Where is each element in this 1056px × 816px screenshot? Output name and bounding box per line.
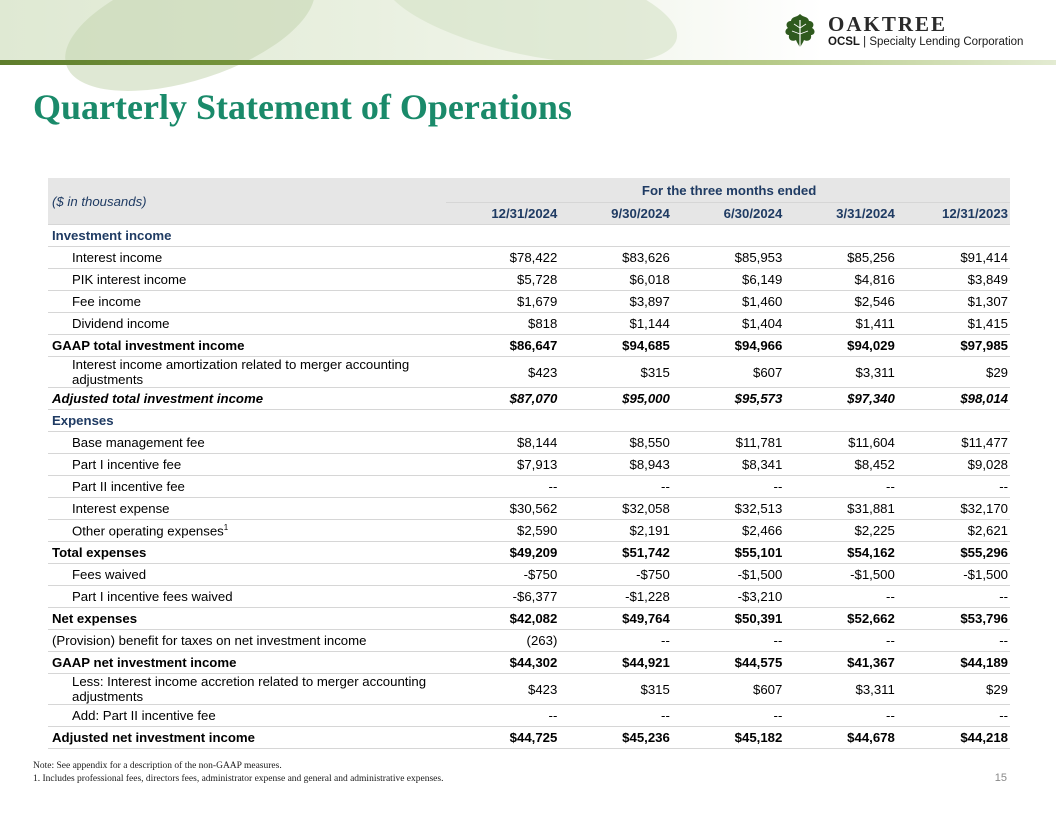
row-label-text: Fees waived: [72, 567, 147, 582]
table-row: [48, 388, 1010, 410]
row-label-text: Less: Interest income accretion related to merger accounting adjustments: [72, 674, 427, 704]
table-row: [48, 269, 1010, 291]
column-header: 12/31/2023: [897, 203, 1010, 225]
table-row: [48, 357, 1010, 388]
column-header: 9/30/2024: [559, 203, 672, 225]
row-label-text: Net expenses: [52, 611, 138, 626]
logo-name: OAKTREE: [828, 12, 948, 36]
table-row: [48, 432, 1010, 454]
row-value: $85,256: [784, 247, 897, 269]
row-value: $3,311: [784, 357, 897, 388]
table-row: [48, 586, 1010, 608]
row-value: --: [672, 476, 785, 498]
row-value: --: [559, 705, 672, 727]
row-value: [672, 410, 785, 432]
row-value: [784, 410, 897, 432]
row-value: $54,162: [784, 542, 897, 564]
row-label-text: GAAP total investment income: [52, 338, 245, 353]
row-value: $8,452: [784, 454, 897, 476]
table-row: [48, 705, 1010, 727]
row-value: $818: [446, 313, 559, 335]
leaf-background-shape: [373, 0, 686, 85]
row-label-text: Adjusted net investment income: [52, 730, 255, 745]
row-label: [48, 705, 446, 727]
row-label: [48, 630, 446, 652]
row-label: [48, 225, 446, 247]
row-value: $3,849: [897, 269, 1010, 291]
row-label: [48, 410, 446, 432]
row-value: $97,985: [897, 335, 1010, 357]
row-value: $78,422: [446, 247, 559, 269]
row-label-text: Interest income amortization related to merger accounting adjustments: [72, 357, 410, 387]
row-value: $1,307: [897, 291, 1010, 313]
row-value: $8,550: [559, 432, 672, 454]
row-value: $1,415: [897, 313, 1010, 335]
row-value: $11,604: [784, 432, 897, 454]
row-label: [48, 291, 446, 313]
row-value: --: [897, 476, 1010, 498]
row-label-text: Expenses: [52, 413, 114, 428]
row-value: $1,460: [672, 291, 785, 313]
row-label-text: Add: Part II incentive fee: [72, 708, 216, 723]
table-row: [48, 410, 1010, 432]
row-value: --: [672, 630, 785, 652]
row-value: $11,781: [672, 432, 785, 454]
row-value: --: [897, 630, 1010, 652]
row-value: $2,466: [672, 520, 785, 542]
row-value: [784, 225, 897, 247]
row-value: $6,018: [559, 269, 672, 291]
row-value: $91,414: [897, 247, 1010, 269]
row-value: -$3,210: [672, 586, 785, 608]
row-label: [48, 586, 446, 608]
row-value: $2,621: [897, 520, 1010, 542]
row-value: $1,411: [784, 313, 897, 335]
oak-leaf-icon: [782, 12, 818, 50]
table-row: [48, 674, 1010, 705]
row-value: $86,647: [446, 335, 559, 357]
footnote-1: 1. Includes professional fees, directors fees, administrator expense and general and administrative expenses.: [33, 774, 444, 784]
row-label: [48, 388, 446, 410]
row-value: $44,302: [446, 652, 559, 674]
row-label-text: Fee income: [72, 294, 141, 309]
row-value: --: [446, 476, 559, 498]
row-label-text: (Provision) benefit for taxes on net investment income: [52, 633, 367, 648]
row-label: [48, 542, 446, 564]
row-value: $85,953: [672, 247, 785, 269]
row-label: [48, 454, 446, 476]
table-row: [48, 247, 1010, 269]
table-row: [48, 564, 1010, 586]
row-value: $97,340: [784, 388, 897, 410]
logo-company: Specialty Lending Corporation: [869, 36, 1024, 48]
table-row: [48, 520, 1010, 542]
row-value: $32,513: [672, 498, 785, 520]
row-value: $1,679: [446, 291, 559, 313]
row-value: $2,191: [559, 520, 672, 542]
row-value: $315: [559, 357, 672, 388]
logo-ticker: OCSL: [828, 36, 860, 48]
row-label: [48, 335, 446, 357]
row-value: (263): [446, 630, 559, 652]
row-label-text: Interest expense: [72, 501, 170, 516]
table-row: [48, 476, 1010, 498]
row-value: $1,144: [559, 313, 672, 335]
row-value: $11,477: [897, 432, 1010, 454]
row-value: $4,816: [784, 269, 897, 291]
row-label: [48, 520, 446, 542]
table-row: [48, 291, 1010, 313]
row-label-text: Part II incentive fee: [72, 479, 185, 494]
row-value: $44,218: [897, 727, 1010, 749]
row-value: $8,341: [672, 454, 785, 476]
operations-table: [48, 178, 1010, 749]
row-value: --: [784, 630, 897, 652]
row-value: $3,897: [559, 291, 672, 313]
table-header-row: [48, 178, 1010, 203]
row-value: -$1,500: [672, 564, 785, 586]
table-row: [48, 608, 1010, 630]
units-label: ($ in thousands): [48, 178, 446, 225]
row-value: $52,662: [784, 608, 897, 630]
column-header: 12/31/2024: [446, 203, 559, 225]
table-row: [48, 454, 1010, 476]
table-row: [48, 542, 1010, 564]
row-value: $45,182: [672, 727, 785, 749]
row-value: $95,573: [672, 388, 785, 410]
row-value: $94,029: [784, 335, 897, 357]
row-value: --: [784, 586, 897, 608]
table-row: [48, 727, 1010, 749]
row-value: $3,311: [784, 674, 897, 705]
footnote-marker: 1: [223, 522, 229, 532]
period-header: For the three months ended: [446, 178, 1010, 203]
row-value: --: [897, 705, 1010, 727]
row-value: --: [784, 476, 897, 498]
footnotes: [33, 760, 443, 786]
row-value: [897, 225, 1010, 247]
table-row: [48, 335, 1010, 357]
page-title: Quarterly Statement of Operations: [33, 87, 572, 127]
row-label-text: Interest income: [72, 250, 163, 265]
row-value: $49,209: [446, 542, 559, 564]
row-label-text: PIK interest income: [72, 272, 187, 287]
row-value: --: [559, 476, 672, 498]
row-value: $44,575: [672, 652, 785, 674]
row-value: [897, 410, 1010, 432]
row-value: -$750: [446, 564, 559, 586]
row-label-text: Part I incentive fees waived: [72, 589, 233, 604]
row-value: --: [446, 705, 559, 727]
row-label-text: Investment income: [52, 228, 172, 243]
row-value: $51,742: [559, 542, 672, 564]
row-label-text: Adjusted total investment income: [52, 391, 264, 406]
row-value: $49,764: [559, 608, 672, 630]
row-label: [48, 476, 446, 498]
row-label: [48, 269, 446, 291]
row-label: [48, 727, 446, 749]
column-header: 6/30/2024: [672, 203, 785, 225]
row-value: $53,796: [897, 608, 1010, 630]
row-label: [48, 313, 446, 335]
column-header: 3/31/2024: [784, 203, 897, 225]
row-value: $9,028: [897, 454, 1010, 476]
row-value: $32,058: [559, 498, 672, 520]
row-label: [48, 674, 446, 705]
table-row: [48, 225, 1010, 247]
page-number: 15: [994, 772, 1007, 784]
table-row: [48, 652, 1010, 674]
row-value: $83,626: [559, 247, 672, 269]
row-value: $7,913: [446, 454, 559, 476]
row-value: $44,189: [897, 652, 1010, 674]
header-stripe: [0, 60, 1056, 65]
row-value: $55,101: [672, 542, 785, 564]
row-value: $95,000: [559, 388, 672, 410]
row-value: --: [784, 705, 897, 727]
row-value: $41,367: [784, 652, 897, 674]
row-value: $31,881: [784, 498, 897, 520]
row-value: $32,170: [897, 498, 1010, 520]
row-value: [446, 225, 559, 247]
row-value: $423: [446, 674, 559, 705]
row-value: -$6,377: [446, 586, 559, 608]
row-value: $44,678: [784, 727, 897, 749]
row-value: $1,404: [672, 313, 785, 335]
row-value: [559, 410, 672, 432]
table-row: [48, 498, 1010, 520]
row-value: $44,921: [559, 652, 672, 674]
row-label-text: Dividend income: [72, 316, 170, 331]
row-label: [48, 652, 446, 674]
row-label: [48, 432, 446, 454]
row-value: --: [672, 705, 785, 727]
row-label-text: Total expenses: [52, 545, 147, 560]
row-value: $45,236: [559, 727, 672, 749]
row-value: $2,225: [784, 520, 897, 542]
footnote-note: Note: See appendix for a description of the non-GAAP measures.: [33, 761, 282, 771]
row-label: [48, 564, 446, 586]
row-value: $29: [897, 674, 1010, 705]
row-value: $29: [897, 357, 1010, 388]
row-value: -$1,500: [784, 564, 897, 586]
row-value: [672, 225, 785, 247]
row-value: --: [559, 630, 672, 652]
logo-subtitle: OCSL | Specialty Lending Corporation: [828, 36, 1024, 48]
row-label-text: Part I incentive fee: [72, 457, 182, 472]
row-value: $607: [672, 357, 785, 388]
row-value: $30,562: [446, 498, 559, 520]
row-value: $98,014: [897, 388, 1010, 410]
row-value: $42,082: [446, 608, 559, 630]
row-label-text: GAAP net investment income: [52, 655, 237, 670]
row-value: $87,070: [446, 388, 559, 410]
row-value: $8,943: [559, 454, 672, 476]
row-value: [446, 410, 559, 432]
row-value: --: [897, 586, 1010, 608]
row-value: $423: [446, 357, 559, 388]
row-value: $6,149: [672, 269, 785, 291]
row-value: [559, 225, 672, 247]
row-value: $44,725: [446, 727, 559, 749]
row-label: [48, 357, 446, 388]
row-value: -$1,500: [897, 564, 1010, 586]
company-logo: [782, 10, 1022, 52]
row-label: [48, 247, 446, 269]
table-row: [48, 630, 1010, 652]
row-value: $94,685: [559, 335, 672, 357]
row-label: [48, 608, 446, 630]
row-label-text: Base management fee: [72, 435, 205, 450]
row-value: $2,590: [446, 520, 559, 542]
row-value: $94,966: [672, 335, 785, 357]
row-label: [48, 498, 446, 520]
row-value: $315: [559, 674, 672, 705]
row-value: $2,546: [784, 291, 897, 313]
row-value: $607: [672, 674, 785, 705]
row-value: $5,728: [446, 269, 559, 291]
row-value: $50,391: [672, 608, 785, 630]
row-value: $55,296: [897, 542, 1010, 564]
row-label-text: Other operating expenses: [72, 523, 224, 539]
row-value: $8,144: [446, 432, 559, 454]
table-row: [48, 313, 1010, 335]
row-value: -$750: [559, 564, 672, 586]
row-value: -$1,228: [559, 586, 672, 608]
